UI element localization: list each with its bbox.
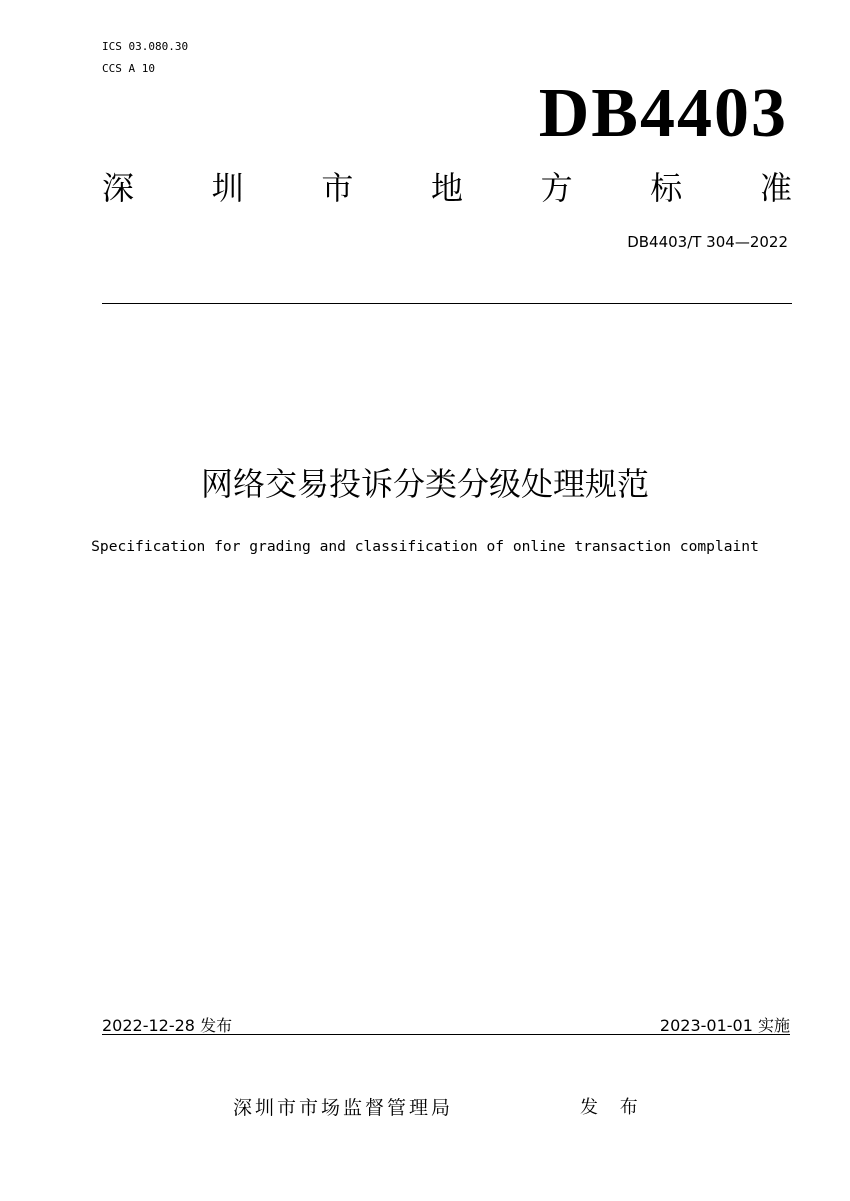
ccs-code: CCS A 10 <box>102 62 155 75</box>
standard-type <box>102 168 792 208</box>
footer-divider <box>102 1034 790 1035</box>
issue-date: 2022-12-28 发布 <box>102 1016 233 1035</box>
standard-number: DB4403/T 304—2022 <box>627 233 788 251</box>
ics-code: ICS 03.080.30 <box>102 40 189 53</box>
implementation-date: 2023-01-01 实施 <box>659 1016 790 1035</box>
document-title-english: Specification for grading and classification of online transaction complaint <box>91 538 759 555</box>
header-divider <box>102 303 792 304</box>
document-title: 网络交易投诉分类分级处理规范 <box>200 465 649 503</box>
standard-type-char: 标 <box>650 169 683 207</box>
standard-type-char: 准 <box>759 169 792 207</box>
standard-type-char: 方 <box>540 169 573 207</box>
standard-type-char: 圳 <box>211 169 244 207</box>
publisher-name: 深圳市市场监督管理局 <box>233 1097 454 1119</box>
standard-type-char: 市 <box>321 169 354 207</box>
standard-type-char: 深 <box>102 169 135 207</box>
standard-type-char: 地 <box>430 169 463 207</box>
publish-label: 发 布 <box>580 1097 646 1118</box>
db-code: DB4403 <box>538 75 788 152</box>
